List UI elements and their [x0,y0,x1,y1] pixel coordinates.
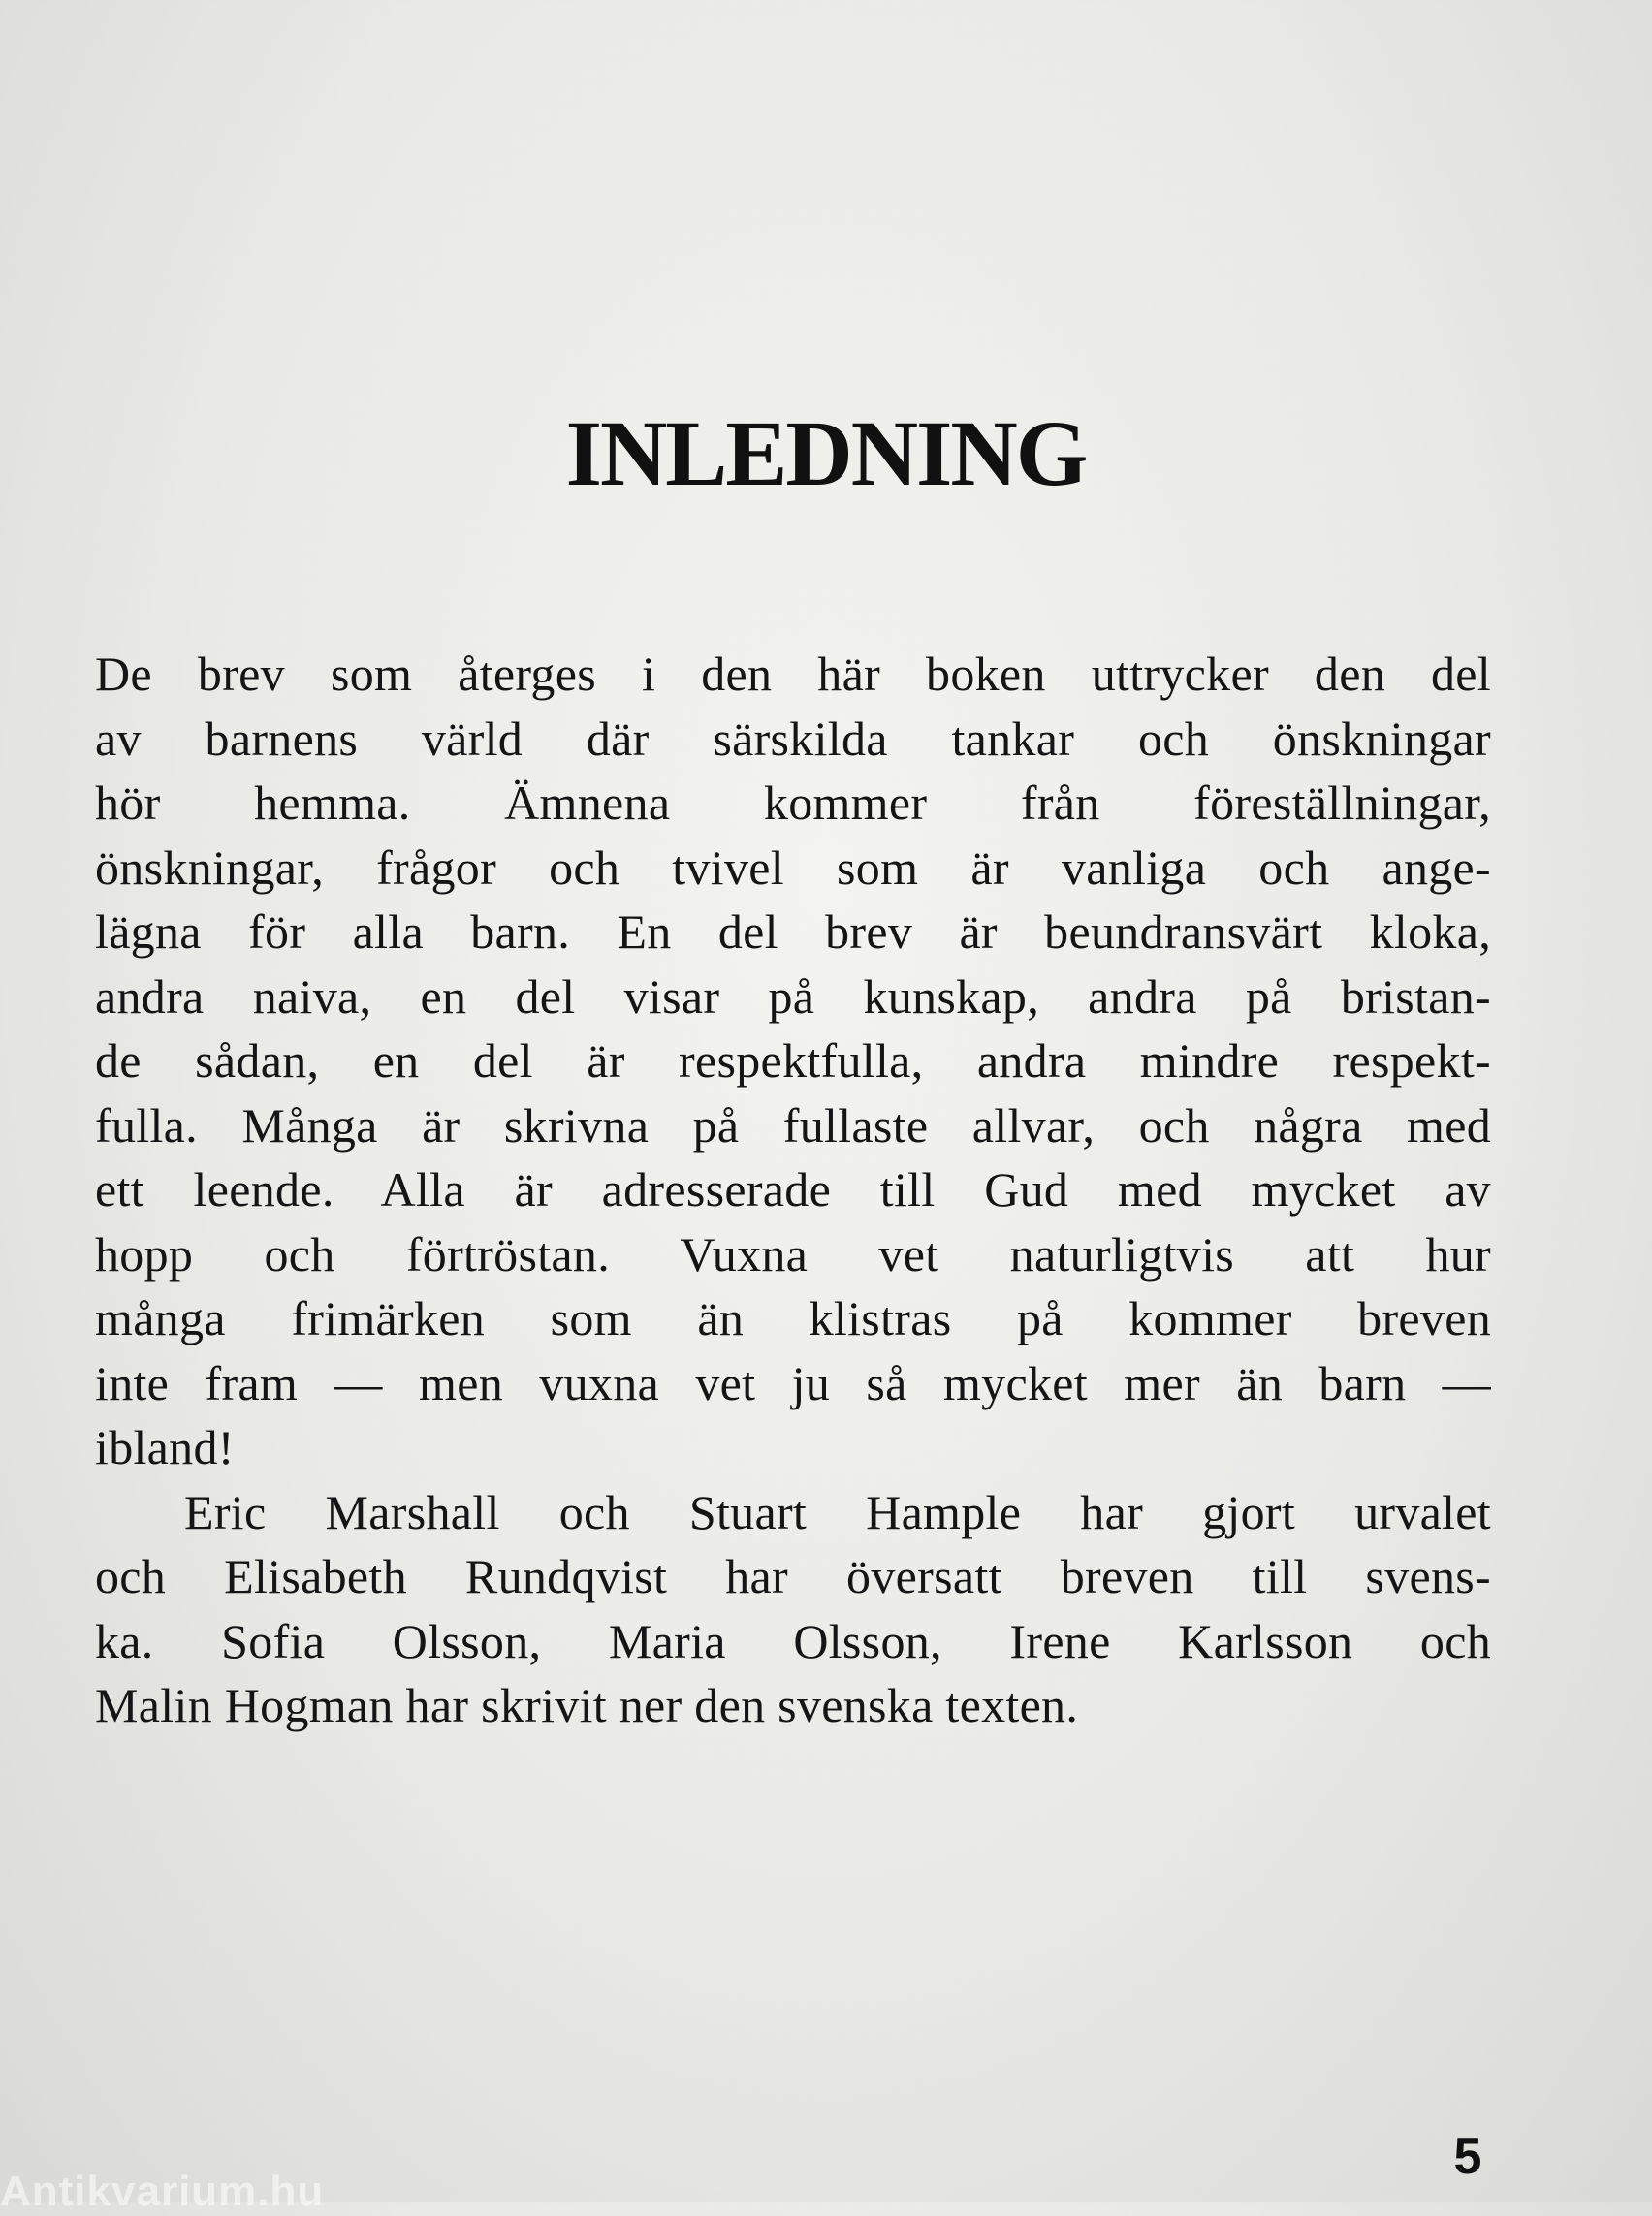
text-line: önskningar, frågor och tvivel som är vanliga och ange- [95,839,1491,895]
text-line: ett leende. Alla är adresserade till Gud med mycket av [95,1162,1491,1217]
paragraph-1 [95,642,1491,1480]
paragraph-2 [95,1480,1491,1738]
text-line: Malin Hogman har skrivit ner den svenska texten. [95,1678,1079,1732]
page-number: 5 [1453,2129,1482,2185]
text-line: hör hemma. Ämnena kommer från föreställningar, [95,776,1491,830]
text-line: inte fram — men vuxna vet ju så mycket mer än barn — [95,1355,1491,1410]
watermark: Antikvarium.hu [0,2168,325,2215]
text-line: och Elisabeth Rundqvist har översatt breven till svens- [95,1549,1491,1603]
text-line: andra naiva, en del visar på kunskap, andra på bristan- [95,968,1491,1024]
page-title: INLEDNING [565,401,1087,505]
text-line: av barnens värld där särskilda tankar och önskningar [95,711,1491,766]
text-line: ka. Sofia Olsson, Maria Olsson, Irene Karlsson och [95,1613,1491,1668]
text-line: lägna för alla barn. En del brev är beundransvärt kloka, [95,904,1491,959]
text-line: hopp och förtröstan. Vuxna vet naturligtvis att hur [95,1226,1491,1282]
text-line: Eric Marshall och Stuart Hample har gjort urvalet [184,1484,1491,1539]
text-line: fulla. Många är skrivna på fullaste allvar, och några med [95,1097,1491,1153]
text-line: många frimärken som än klistras på kommer breven [95,1291,1491,1345]
body-text [95,642,1491,1738]
text-line: ibland! [95,1420,235,1474]
text-line: De brev som återges i den här boken uttrycker den del [95,647,1491,701]
text-line: de sådan, en del är respektfulla, andra mindre respekt- [95,1033,1491,1088]
